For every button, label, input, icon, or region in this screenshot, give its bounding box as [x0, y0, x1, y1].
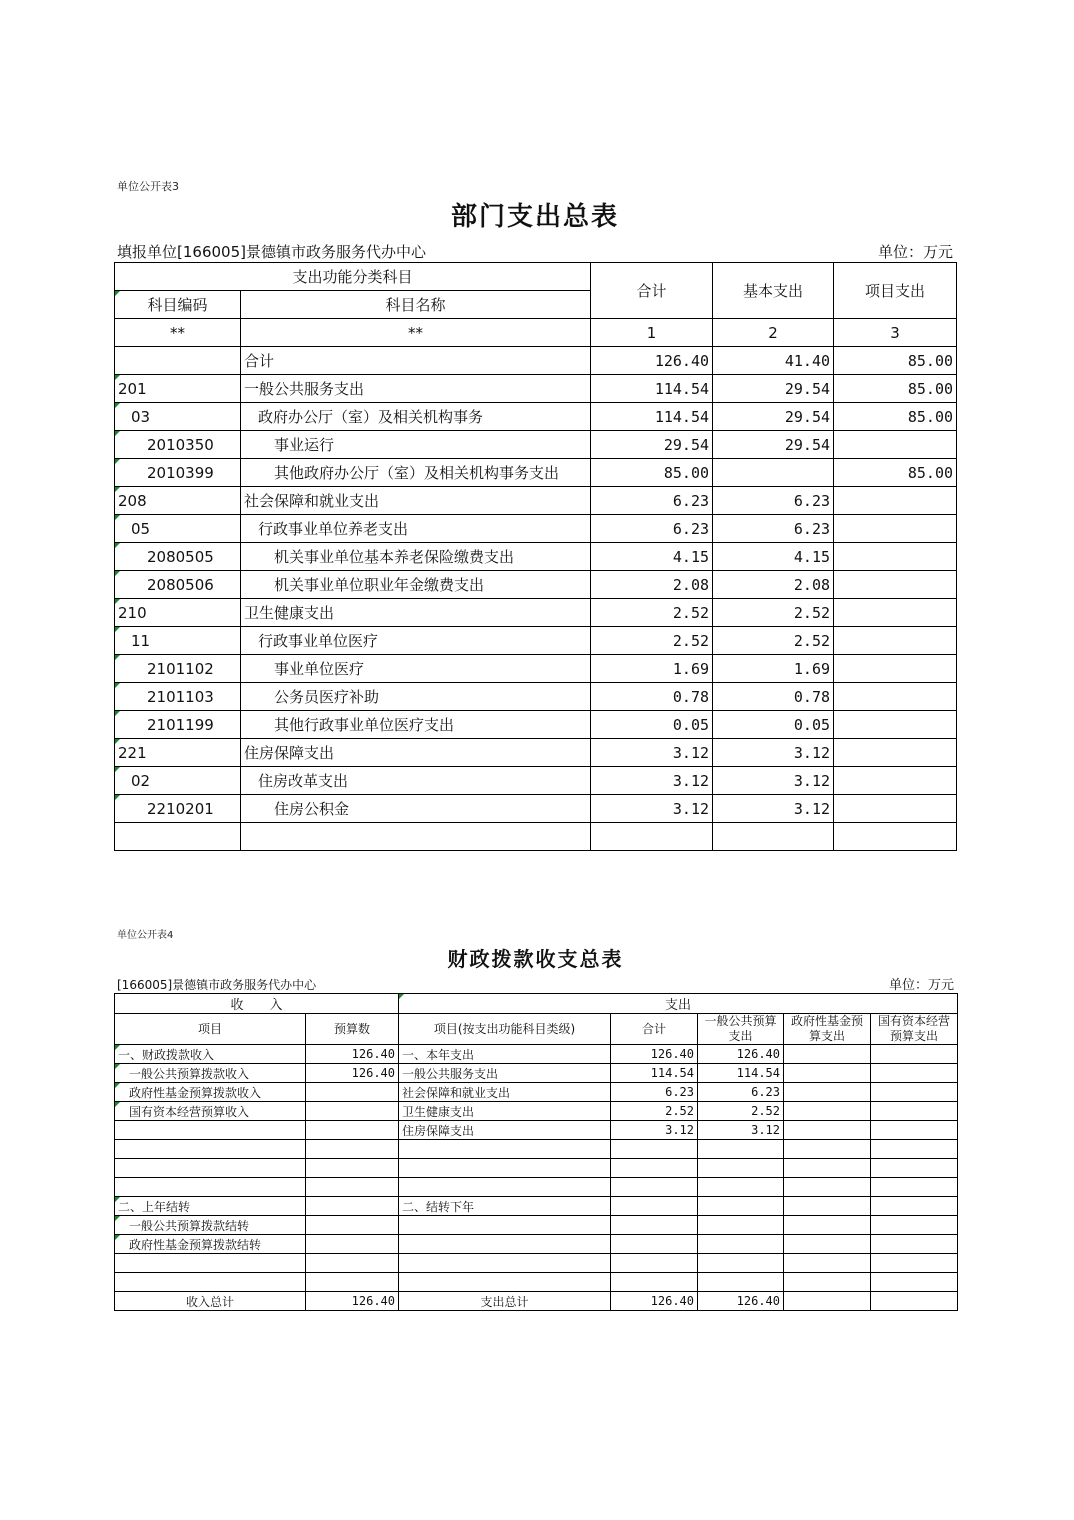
basic-amount: 6.23	[713, 487, 834, 515]
income-amount	[306, 1102, 399, 1121]
basic-amount: 4.15	[713, 543, 834, 571]
expense-general: 126.40	[698, 1045, 784, 1064]
department-expenditure-sheet	[114, 167, 956, 851]
expense-item	[399, 1273, 611, 1292]
subject-name: 行政事业单位医疗	[241, 627, 591, 655]
table-row	[115, 599, 957, 627]
expense-fund	[784, 1159, 871, 1178]
table-row	[115, 1254, 958, 1273]
basic-amount: 2.52	[713, 599, 834, 627]
project-amount	[834, 795, 957, 823]
income-amount	[306, 1121, 399, 1140]
subject-name: 卫生健康支出	[241, 599, 591, 627]
expense-state	[871, 1045, 958, 1064]
expense-general: 2.52	[698, 1102, 784, 1121]
header-basic: 基本支出	[713, 263, 834, 319]
reporting-unit-2: [166005]景德镇市政务服务代办中心	[117, 978, 317, 992]
expense-fund	[784, 1197, 871, 1216]
expense-general	[698, 1273, 784, 1292]
table-row	[115, 739, 957, 767]
total-amount	[591, 823, 713, 851]
total-amount: 114.54	[591, 375, 713, 403]
expense-state	[871, 1178, 958, 1197]
expense-fund	[784, 1235, 871, 1254]
project-amount	[834, 683, 957, 711]
table-row	[115, 1045, 958, 1064]
table-row	[115, 1216, 958, 1235]
basic-amount	[713, 823, 834, 851]
income-amount	[306, 1254, 399, 1273]
basic-amount	[713, 459, 834, 487]
basic-amount: 3.12	[713, 739, 834, 767]
project-amount: 85.00	[834, 403, 957, 431]
expense-general	[698, 1235, 784, 1254]
subject-code: 208	[115, 487, 241, 515]
expense-state	[871, 1121, 958, 1140]
expense-item: 一、本年支出	[399, 1045, 611, 1064]
header-project: 项目支出	[834, 263, 957, 319]
total-amount: 2.52	[591, 599, 713, 627]
subject-name: 事业单位医疗	[241, 655, 591, 683]
project-amount	[834, 627, 957, 655]
expense-general	[698, 1254, 784, 1273]
subject-code: 221	[115, 739, 241, 767]
table-row	[115, 571, 957, 599]
header-category: 支出功能分类科目	[115, 263, 591, 291]
subject-name: 行政事业单位养老支出	[241, 515, 591, 543]
expense-state	[871, 1102, 958, 1121]
header-fund: 政府性基金预算支出	[784, 1014, 871, 1045]
expense-general	[698, 1216, 784, 1235]
basic-amount: 6.23	[713, 515, 834, 543]
expense-total	[611, 1159, 698, 1178]
expense-total	[611, 1140, 698, 1159]
expense-total	[611, 1235, 698, 1254]
table-row	[115, 795, 957, 823]
expense-state	[871, 1273, 958, 1292]
subject-name: 住房公积金	[241, 795, 591, 823]
table-row	[115, 1273, 958, 1292]
header-expense: 支出	[399, 994, 958, 1014]
total-amount: 3.12	[591, 795, 713, 823]
subject-code: 201	[115, 375, 241, 403]
total-amount: 1.69	[591, 655, 713, 683]
income-amount	[306, 1178, 399, 1197]
table-row	[115, 459, 957, 487]
table-row	[115, 543, 957, 571]
table-row	[115, 487, 957, 515]
total-amount: 3.12	[591, 739, 713, 767]
income-amount	[306, 1273, 399, 1292]
basic-amount: 3.12	[713, 767, 834, 795]
total-amount: 2.52	[591, 627, 713, 655]
income-item	[115, 1159, 306, 1178]
expense-item	[399, 1216, 611, 1235]
project-amount: 85.00	[834, 347, 957, 375]
income-amount	[306, 1216, 399, 1235]
income-amount	[306, 1159, 399, 1178]
currency-unit: 单位：万元	[877, 243, 953, 261]
table-row	[115, 1121, 958, 1140]
income-item: 政府性基金预算拨款收入	[115, 1083, 306, 1102]
expense-total	[611, 1254, 698, 1273]
project-amount	[834, 487, 957, 515]
table-row	[115, 1064, 958, 1083]
income-amount: 126.40	[306, 1064, 399, 1083]
project-amount	[834, 431, 957, 459]
income-item: 政府性基金预算拨款结转	[115, 1235, 306, 1254]
expense-total	[611, 1273, 698, 1292]
table-row	[115, 403, 957, 431]
subject-code: 2101199	[115, 711, 241, 739]
basic-amount: 2.08	[713, 571, 834, 599]
expense-total: 3.12	[611, 1121, 698, 1140]
subject-name: 公务员医疗补助	[241, 683, 591, 711]
project-amount	[834, 515, 957, 543]
basic-amount: 0.05	[713, 711, 834, 739]
project-amount	[834, 571, 957, 599]
expense-state	[871, 1197, 958, 1216]
expense-general	[698, 1178, 784, 1197]
total-amount: 114.54	[591, 403, 713, 431]
subject-code: 210	[115, 599, 241, 627]
expense-general: 6.23	[698, 1083, 784, 1102]
expense-state	[871, 1216, 958, 1235]
expense-fund	[784, 1045, 871, 1064]
table-row	[115, 655, 957, 683]
expense-item	[399, 1235, 611, 1254]
subject-name: 事业运行	[241, 431, 591, 459]
header-income: 收 入	[115, 994, 399, 1014]
basic-amount: 41.40	[713, 347, 834, 375]
project-amount	[834, 599, 957, 627]
income-amount	[306, 1140, 399, 1159]
income-amount	[306, 1083, 399, 1102]
project-amount: 85.00	[834, 459, 957, 487]
expense-state	[871, 1140, 958, 1159]
header-total-2: 合计	[611, 1014, 698, 1045]
expense-total	[611, 1197, 698, 1216]
expense-total-fund	[784, 1292, 871, 1311]
income-item: 一、财政拨款收入	[115, 1045, 306, 1064]
table-row	[115, 515, 957, 543]
subject-code: 2010399	[115, 459, 241, 487]
fiscal-table	[114, 993, 958, 1311]
basic-amount: 0.78	[713, 683, 834, 711]
subject-code	[115, 347, 241, 375]
income-item	[115, 1178, 306, 1197]
expense-total	[611, 1178, 698, 1197]
sheet-title-2: 财政拨款收支总表	[447, 946, 624, 971]
income-item	[115, 1121, 306, 1140]
subject-code: 2080505	[115, 543, 241, 571]
subject-name: 机关事业单位职业年金缴费支出	[241, 571, 591, 599]
expense-total	[611, 1216, 698, 1235]
income-item	[115, 1254, 306, 1273]
table-row	[115, 347, 957, 375]
basic-amount: 29.54	[713, 403, 834, 431]
table-row	[115, 1178, 958, 1197]
expense-fund	[784, 1064, 871, 1083]
expense-fund	[784, 1178, 871, 1197]
subject-code: 2210201	[115, 795, 241, 823]
index-name: **	[241, 319, 591, 347]
total-amount: 4.15	[591, 543, 713, 571]
total-amount: 126.40	[591, 347, 713, 375]
project-amount	[834, 543, 957, 571]
table-row	[115, 1159, 958, 1178]
header-budget: 预算数	[306, 1014, 399, 1045]
expense-fund	[784, 1140, 871, 1159]
subject-name: 住房改革支出	[241, 767, 591, 795]
table-row	[115, 431, 957, 459]
expense-total-general: 126.40	[698, 1292, 784, 1311]
subject-name: 其他政府办公厅（室）及相关机构事务支出	[241, 459, 591, 487]
expense-total-label: 支出总计	[399, 1292, 611, 1311]
subject-code: 03	[115, 403, 241, 431]
table-row	[115, 767, 957, 795]
table-row	[115, 1102, 958, 1121]
expense-state	[871, 1159, 958, 1178]
expense-total-state	[871, 1292, 958, 1311]
total-amount: 85.00	[591, 459, 713, 487]
subject-code: 11	[115, 627, 241, 655]
reporting-unit: 填报单位[166005]景德镇市政务服务代办中心	[117, 243, 426, 261]
form-number-2: 单位公开表4	[117, 930, 174, 941]
header-total: 合计	[591, 263, 713, 319]
project-amount	[834, 711, 957, 739]
expense-total-amount: 126.40	[611, 1292, 698, 1311]
expense-item: 一般公共服务支出	[399, 1064, 611, 1083]
table-row	[115, 627, 957, 655]
table-row	[115, 1197, 958, 1216]
table-row	[115, 375, 957, 403]
expense-item: 二、结转下年	[399, 1197, 611, 1216]
expenditure-table	[114, 262, 957, 851]
subject-name: 社会保障和就业支出	[241, 487, 591, 515]
expense-item	[399, 1178, 611, 1197]
expense-state	[871, 1235, 958, 1254]
expense-total: 2.52	[611, 1102, 698, 1121]
project-amount	[834, 767, 957, 795]
subject-name: 一般公共服务支出	[241, 375, 591, 403]
total-amount: 29.54	[591, 431, 713, 459]
basic-amount: 1.69	[713, 655, 834, 683]
sheet-title: 部门支出总表	[450, 201, 619, 232]
expense-fund	[784, 1083, 871, 1102]
subject-code: 02	[115, 767, 241, 795]
expense-total: 114.54	[611, 1064, 698, 1083]
basic-amount: 2.52	[713, 627, 834, 655]
table-row	[115, 711, 957, 739]
total-amount: 6.23	[591, 515, 713, 543]
index-2: 2	[713, 319, 834, 347]
expense-fund	[784, 1254, 871, 1273]
total-amount: 0.78	[591, 683, 713, 711]
expense-general	[698, 1197, 784, 1216]
income-total-amount: 126.40	[306, 1292, 399, 1311]
expense-general	[698, 1159, 784, 1178]
expense-fund	[784, 1216, 871, 1235]
subject-code: 2101102	[115, 655, 241, 683]
project-amount	[834, 739, 957, 767]
subject-name: 合计	[241, 347, 591, 375]
expense-general	[698, 1140, 784, 1159]
subject-code: 2080506	[115, 571, 241, 599]
basic-amount: 29.54	[713, 375, 834, 403]
index-3: 3	[834, 319, 957, 347]
header-general: 一般公共预算支出	[698, 1014, 784, 1045]
total-amount: 0.05	[591, 711, 713, 739]
income-item: 国有资本经营预算收入	[115, 1102, 306, 1121]
subject-code	[115, 823, 241, 851]
basic-amount: 3.12	[713, 795, 834, 823]
expense-item	[399, 1159, 611, 1178]
table-row	[115, 683, 957, 711]
income-item	[115, 1273, 306, 1292]
currency-unit-2: 单位：万元	[888, 978, 954, 993]
header-exp-item: 项目(按支出功能科目类级)	[399, 1014, 611, 1045]
total-amount: 6.23	[591, 487, 713, 515]
subject-code: 05	[115, 515, 241, 543]
subject-name	[241, 823, 591, 851]
expense-total: 126.40	[611, 1045, 698, 1064]
index-code: **	[115, 319, 241, 347]
basic-amount: 29.54	[713, 431, 834, 459]
expense-state	[871, 1254, 958, 1273]
table-row	[115, 1083, 958, 1102]
form-number: 单位公开表3	[117, 180, 179, 193]
income-item: 一般公共预算拨款结转	[115, 1216, 306, 1235]
table-row	[115, 823, 957, 851]
expense-item	[399, 1140, 611, 1159]
expense-item: 住房保障支出	[399, 1121, 611, 1140]
income-amount	[306, 1197, 399, 1216]
income-item	[115, 1140, 306, 1159]
header-code: 科目编码	[115, 291, 241, 319]
subject-code: 2101103	[115, 683, 241, 711]
income-amount: 126.40	[306, 1045, 399, 1064]
expense-general: 3.12	[698, 1121, 784, 1140]
index-1: 1	[591, 319, 713, 347]
income-amount	[306, 1235, 399, 1254]
table-row	[115, 1140, 958, 1159]
income-item: 二、上年结转	[115, 1197, 306, 1216]
expense-item: 社会保障和就业支出	[399, 1083, 611, 1102]
expense-total: 6.23	[611, 1083, 698, 1102]
expense-general: 114.54	[698, 1064, 784, 1083]
header-item: 项目	[115, 1014, 306, 1045]
expense-state	[871, 1064, 958, 1083]
project-amount	[834, 823, 957, 851]
subject-name: 住房保障支出	[241, 739, 591, 767]
subject-code: 2010350	[115, 431, 241, 459]
total-amount: 3.12	[591, 767, 713, 795]
expense-fund	[784, 1102, 871, 1121]
project-amount: 85.00	[834, 375, 957, 403]
expense-item	[399, 1254, 611, 1273]
subject-name: 机关事业单位基本养老保险缴费支出	[241, 543, 591, 571]
subject-name: 政府办公厅（室）及相关机构事务	[241, 403, 591, 431]
expense-item: 卫生健康支出	[399, 1102, 611, 1121]
expense-state	[871, 1083, 958, 1102]
project-amount	[834, 655, 957, 683]
subject-name: 其他行政事业单位医疗支出	[241, 711, 591, 739]
header-state: 国有资本经营预算支出	[871, 1014, 958, 1045]
income-total-label: 收入总计	[115, 1292, 306, 1311]
table-row	[115, 1235, 958, 1254]
expense-fund	[784, 1121, 871, 1140]
total-amount: 2.08	[591, 571, 713, 599]
expense-fund	[784, 1273, 871, 1292]
header-name: 科目名称	[241, 291, 591, 319]
fiscal-appropriation-sheet	[114, 925, 957, 1311]
income-item: 一般公共预算拨款收入	[115, 1064, 306, 1083]
